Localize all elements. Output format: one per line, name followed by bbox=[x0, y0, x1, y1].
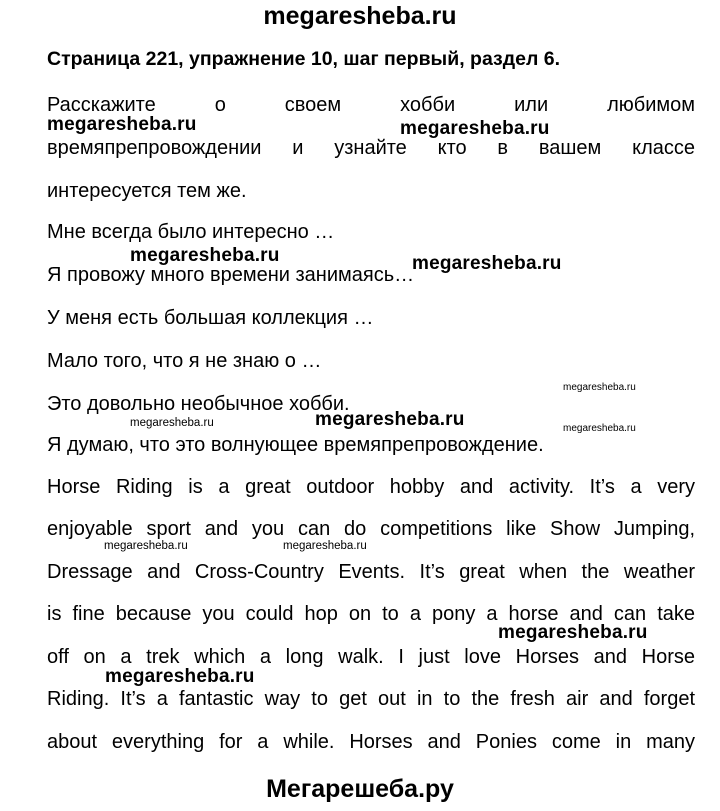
phrase-3: У меня есть большая коллекция … bbox=[47, 307, 374, 329]
watermark: megaresheba.ru bbox=[400, 118, 550, 139]
site-header: megaresheba.ru bbox=[263, 2, 457, 30]
phrase-1: Мне всегда было интересно … bbox=[47, 221, 335, 243]
watermark: megaresheba.ru bbox=[498, 622, 648, 643]
phrase-4: Мало того, что я не знаю о … bbox=[47, 350, 322, 372]
watermark: megaresheba.ru bbox=[563, 382, 636, 393]
essay-line-1: Horse Riding is a great outdoor hobby and activity. It’s a very bbox=[47, 476, 695, 498]
watermark: megaresheba.ru bbox=[130, 245, 280, 266]
phrase-5: Это довольно необычное хобби. bbox=[47, 393, 350, 415]
essay-line-5: off on a trek which a long walk. I just love Horses and Horse bbox=[47, 646, 695, 668]
phrase-2: Я провожу много времени занимаясь… bbox=[47, 264, 415, 286]
watermark: megaresheba.ru bbox=[283, 540, 367, 552]
essay-line-7: about everything for a while. Horses and Ponies come in many bbox=[47, 731, 695, 753]
watermark: megaresheba.ru bbox=[563, 423, 636, 434]
essay-line-4: is fine because you could hop on to a pony a horse and can take bbox=[47, 603, 695, 625]
task-line-1: Расскажите о своем хобби или любимом bbox=[47, 94, 695, 116]
site-footer: Мегарешеба.ру bbox=[266, 775, 454, 803]
watermark: megaresheba.ru bbox=[315, 409, 465, 430]
watermark: megaresheba.ru bbox=[130, 417, 214, 429]
essay-line-6: Riding. It’s a fantastic way to get out in to the fresh air and forget bbox=[47, 688, 695, 710]
watermark: megaresheba.ru bbox=[412, 253, 562, 274]
watermark: megaresheba.ru bbox=[104, 540, 188, 552]
essay-line-2: enjoyable sport and you can do competitions like Show Jumping, bbox=[47, 518, 695, 540]
phrase-6: Я думаю, что это волнующее времяпрепровождение. bbox=[47, 434, 544, 456]
watermark: megaresheba.ru bbox=[47, 114, 197, 135]
task-line-3: интересуется тем же. bbox=[47, 180, 247, 202]
exercise-heading: Страница 221, упражнение 10, шаг первый, раздел 6. bbox=[47, 48, 561, 70]
essay-line-3: Dressage and Cross-Country Events. It’s great when the weather bbox=[47, 561, 695, 583]
watermark: megaresheba.ru bbox=[105, 666, 255, 687]
task-line-2: времяпрепровождении и узнайте кто в вашем классе bbox=[47, 137, 695, 159]
